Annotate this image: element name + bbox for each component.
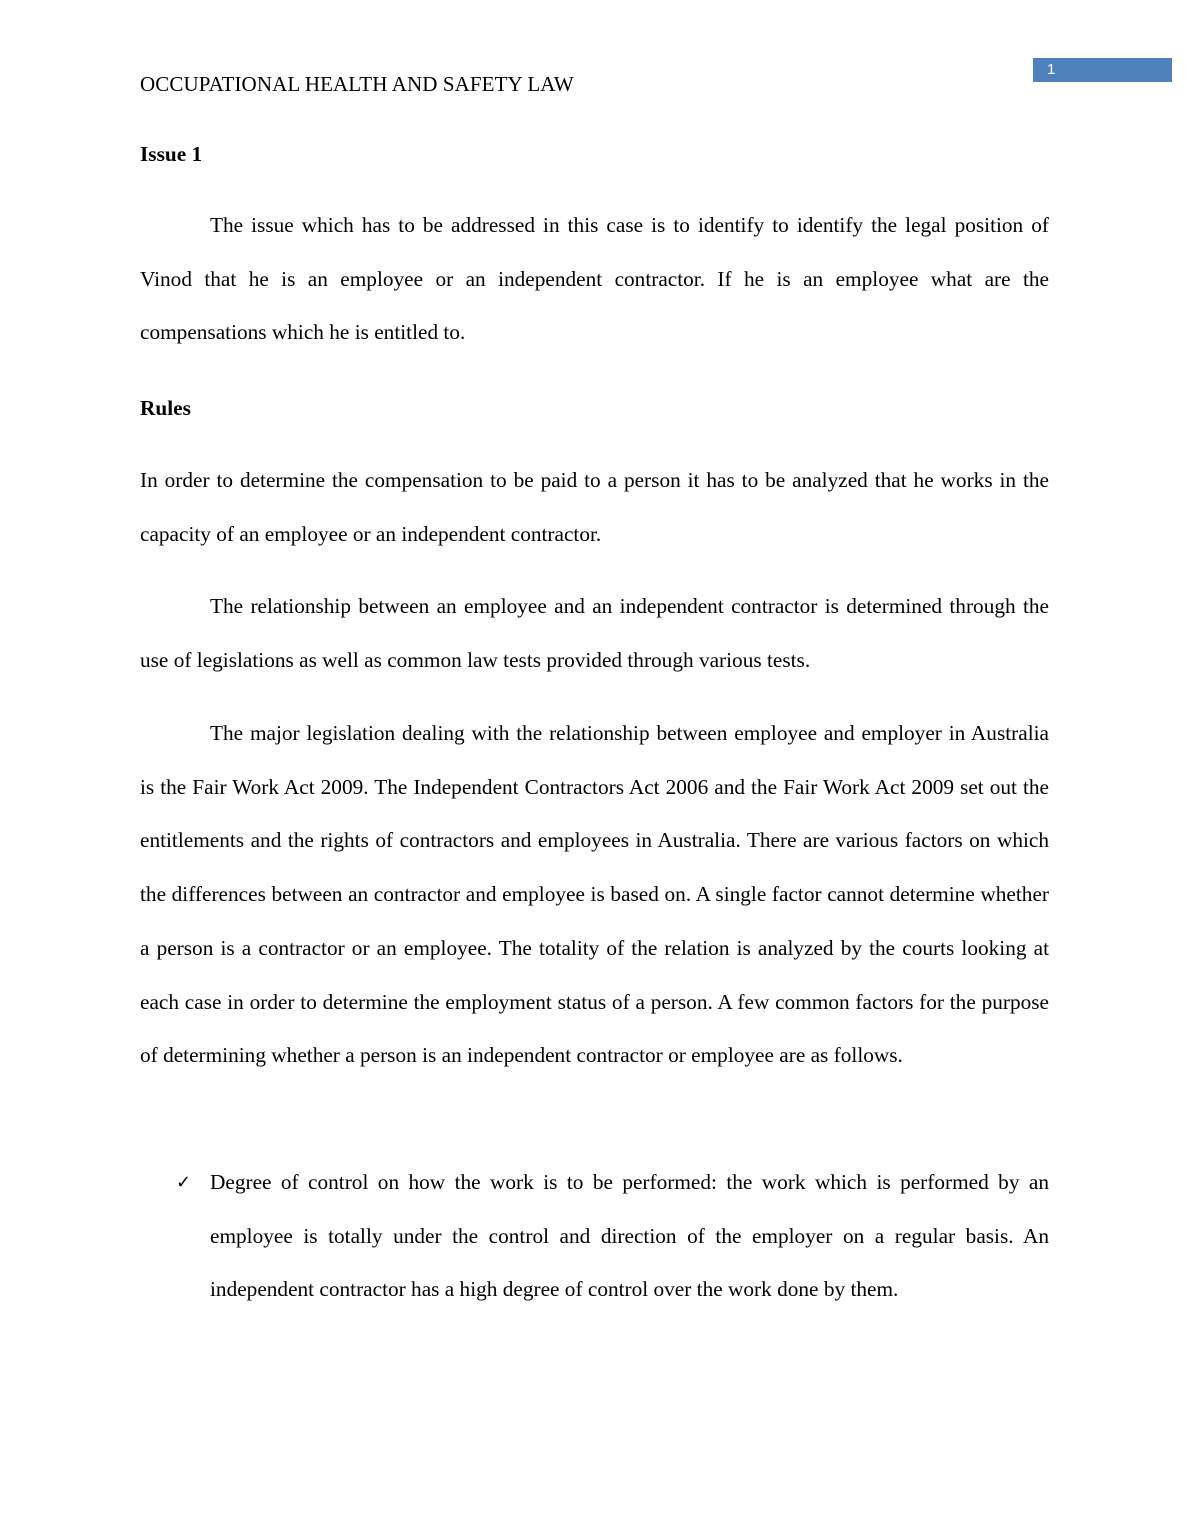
rules-heading: Rules	[140, 396, 191, 420]
rules-paragraph-2: The relationship between an employee and an independent contractor is determined through the use of legislations as well as common law tests provided through various tests.	[140, 594, 1049, 672]
page-number-badge	[1033, 58, 1172, 82]
running-header-title: OCCUPATIONAL HEALTH AND SAFETY LAW	[140, 72, 574, 96]
issue-heading: Issue 1	[140, 142, 203, 166]
checkmark-icon: ✓	[176, 1172, 192, 1193]
issue-paragraph: The issue which has to be addressed in this case is to identify to identify the legal position of Vinod that he is an employee or an independent contractor. If he is an employee what are the compensations which he is entitled to.	[140, 213, 1049, 345]
bullet-item	[176, 1156, 1049, 1317]
rules-paragraph-1: In order to determine the compensation to be paid to a person it has to be analyzed that he works in the capacity of an employee or an independent contractor.	[140, 468, 1049, 546]
bullet-text: Degree of control on how the work is to be performed: the work which is performed by an employee is totally under the control and direction of the employer on a regular basis. An independent contractor has a high degree of control over the work done by them.	[210, 1170, 1049, 1302]
page-number: 1	[1047, 61, 1056, 78]
rules-paragraph-3: The major legislation dealing with the relationship between employee and employer in Australia is the Fair Work Act 2009. The Independent Contractors Act 2006 and the Fair Work Act 2009 set out the entitlements and the rights of contractors and employees in Australia. There are various factors on which the differences between an contractor and employee is based on. A single factor cannot determine whether a person is a contractor or an employee. The totality of the relation is analyzed by the courts looking at each case in order to determine the employment status of a person. A few common factors for the purpose of determining whether a person is an independent contractor or employee are as follows.	[140, 721, 1049, 1068]
